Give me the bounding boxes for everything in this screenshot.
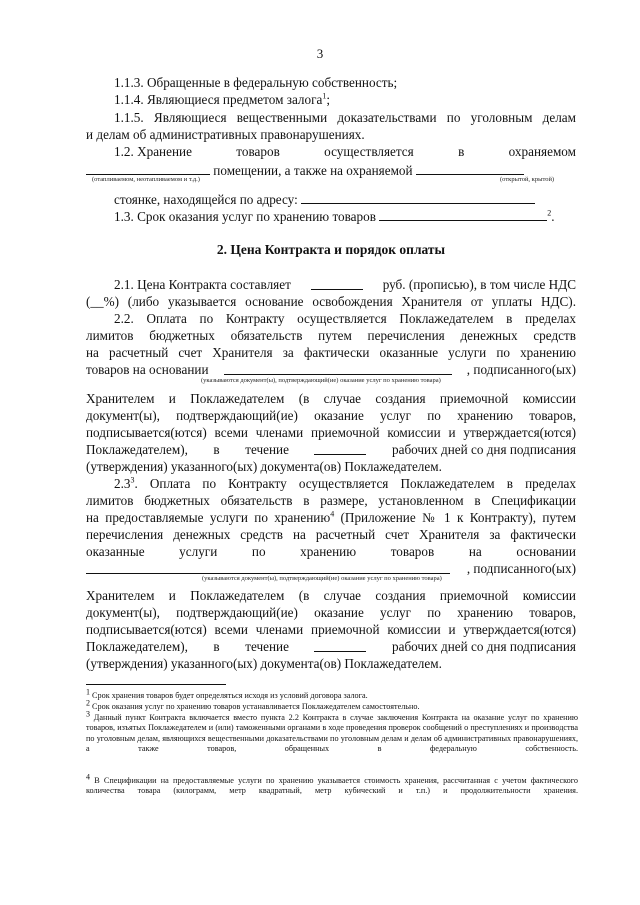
item-2-3-line8: документ(ы), подтверждающий(ие) оказание услуг по хранению товаров,	[86, 605, 576, 620]
footnote-3-text: Данный пункт Контракта включается вместо пункта 2.2 Контракта в случае заключения Контракта на оказание услуг по хранению товаров, изъятых Поклажедателем и (или) таможенными органами в ходе проведения проверок сообщений о преступлениях и производства по уголовным делам, являющихся вещественными доказательствами по уголовным делам и делам об административных правонарушениях, а также товаров, обращенных в федеральную собственность.	[86, 713, 578, 753]
footnote-3-mark: 3	[86, 709, 90, 719]
footnote-2-mark: 2	[86, 698, 90, 708]
item-2-3-word: на	[468, 544, 482, 559]
item-2-2-line4-text-a: товаров на основании	[86, 362, 209, 377]
item-2-3-line1-text: . Оплата по Контракту осуществляется Поклажедателем в пределах	[134, 476, 576, 491]
footnote-ref-1: 1	[322, 91, 327, 101]
item-2-2-line2: лимитов бюджетных обязательств путем перечисления денежных средств	[86, 328, 576, 343]
item-1-3	[114, 208, 576, 225]
footnote-ref-3: 3	[130, 475, 135, 485]
item-2-3-word: хранению	[300, 544, 357, 559]
item-2-1-text-a: 2.1. Цена Контракта составляет	[114, 277, 291, 292]
footnote-2	[86, 698, 578, 712]
blank-term[interactable]	[379, 208, 547, 221]
footnote-ref-4: 4	[330, 509, 335, 519]
item-2-3-word: оказанные	[86, 544, 145, 559]
caption-heated: (отапливаемом, неотапливаемом и т.д.)	[92, 176, 200, 183]
item-1-1-5-line2: и делам об административных правонарушениях.	[86, 127, 365, 142]
footnote-divider	[86, 684, 226, 685]
footnote-4-mark: 4	[86, 772, 90, 782]
blank-basis-doc-2-3[interactable]	[86, 561, 450, 574]
item-1-2-line3-text: стоянке, находящейся по адресу:	[114, 192, 298, 207]
item-2-3-line9: подписывается(ются) всеми членами приемочной комиссии и утверждается(ются)	[86, 622, 576, 637]
item-2-3-line5	[86, 544, 576, 560]
item-1-1-4-end: ;	[326, 92, 331, 107]
item-2-3-word: основании	[516, 544, 576, 559]
footnote-1-text: Срок хранения товаров будет определяться исходя из условий договора залога.	[90, 691, 368, 700]
item-2-2-line5: Хранителем и Поклажедателем (в случае создания приемочной комиссии	[86, 391, 576, 406]
blank-days-2-2[interactable]	[314, 442, 366, 455]
item-1-2-word: осуществляется	[324, 144, 414, 159]
footnote-3	[86, 709, 578, 754]
blank-room-type[interactable]	[86, 162, 210, 175]
item-2-3-line3-a: на предоставляемые услуги по хранению	[86, 510, 331, 525]
item-2-2-line8-a: Поклажедателем),	[86, 442, 188, 457]
item-2-1-line2: (__%) (либо указывается основание освобождения Хранителя от уплаты НДС).	[86, 294, 576, 309]
item-2-2-line8-c: течение	[245, 442, 289, 457]
item-1-1-5-line1: 1.1.5. Являющиеся вещественными доказательствами по уголовным делам	[114, 110, 576, 125]
item-2-3-line7: Хранителем и Поклажедателем (в случае создания приемочной комиссии	[86, 588, 576, 603]
item-1-2-line3	[114, 191, 576, 208]
item-2-3-line4: перечисления денежных средств на расчетный счет Хранителя за фактически	[86, 527, 576, 542]
item-2-2-line7: подписывается(ются) всеми членами приемочной комиссии и утверждается(ются)	[86, 425, 576, 440]
item-2-3-line10-d: рабочих дней со дня подписания	[392, 639, 576, 654]
blank-days-2-3[interactable]	[314, 639, 366, 652]
item-1-2-word: охраняемом	[508, 144, 576, 159]
item-1-3-end: .	[551, 209, 555, 224]
item-1-1-4	[114, 92, 576, 108]
footnote-1-mark: 1	[86, 687, 90, 697]
item-2-2-line8	[86, 442, 576, 458]
item-2-3-line10-c: течение	[245, 639, 289, 654]
item-2-1-text-b: руб. (прописью), в том числе НДС	[382, 277, 576, 292]
footnote-4	[86, 772, 578, 797]
item-2-3-line10	[86, 639, 576, 655]
item-1-2-word: в	[458, 144, 465, 159]
item-2-1-line1	[114, 277, 576, 293]
item-2-3-word: услуги	[179, 544, 218, 559]
blank-parking-type[interactable]	[416, 162, 524, 175]
item-1-2-word: 1.2. Хранение	[114, 144, 192, 159]
item-2-3-line10-b: в	[213, 639, 220, 654]
footnote-2-text: Срок оказания услуг по хранению товаров устанавливается Поклажедателем самостоятельно.	[90, 702, 420, 711]
item-2-3-line10-a: Поклажедателем),	[86, 639, 188, 654]
item-2-3-line3	[86, 510, 576, 526]
item-2-3-line1	[114, 476, 576, 492]
item-1-2-word: товаров	[236, 144, 280, 159]
caption-open: (открытой, крытой)	[500, 176, 555, 183]
item-2-3-word: по	[251, 544, 266, 559]
page-number: 3	[316, 46, 324, 61]
item-2-3-word: товаров	[390, 544, 435, 559]
section-2-heading: 2. Цена Контракта и порядок оплаты	[216, 242, 446, 257]
item-2-3-line6-text: , подписанного(ых)	[466, 561, 576, 576]
footnote-4-text: В Спецификации на предоставляемые услуги по хранению указывается стоимость хранения, рассчитанная с учетом фактического количества товара (килограмм, метр квадратный, метр кубический и т.п.) и продолжительности хранения.	[86, 776, 578, 796]
item-2-3-line2: лимитов бюджетных обязательств в размере, установленном в Спецификации	[86, 493, 576, 508]
item-1-3-text: 1.3. Срок оказания услуг по хранению товаров	[114, 209, 376, 224]
item-1-2-line2-text: помещении, а также на охраняемой	[213, 163, 413, 178]
blank-price[interactable]	[311, 277, 363, 290]
item-2-3-line3-b: (Приложение № 1 к Контракту), путем	[334, 510, 576, 525]
item-1-2-line1	[114, 144, 576, 160]
item-1-1-4-text: 1.1.4. Являющиеся предметом залога	[114, 92, 323, 107]
blank-address[interactable]	[301, 191, 535, 204]
footnote-ref-2: 2	[547, 208, 552, 218]
item-2-2-line6: документ(ы), подтверждающий(ие) оказание услуг по хранению товаров,	[86, 408, 576, 423]
item-2-2-line9: (утверждения) указанного(ых) документа(ов) Поклажедателем.	[86, 459, 442, 474]
item-2-3-num: 2.3	[114, 476, 131, 491]
footnote-1	[86, 687, 578, 701]
blank-basis-doc[interactable]	[224, 362, 452, 375]
item-2-2-line4	[86, 362, 576, 378]
caption-basis-doc-2-3: (указываются документ(ы), подтверждающий(ие) оказание услуг по хранению товара)	[202, 575, 442, 582]
item-2-2-line8-b: в	[213, 442, 220, 457]
item-2-3-line11: (утверждения) указанного(ых) документа(ов) Поклажедателем.	[86, 656, 442, 671]
item-2-2-line3: на расчетный счет Хранителя за фактически оказанные услуги по хранению	[86, 345, 576, 360]
caption-basis-doc: (указываются документ(ы), подтверждающий(ие) оказание услуг по хранению товара)	[201, 377, 441, 384]
item-1-1-3: 1.1.3. Обращенные в федеральную собственность;	[114, 75, 398, 90]
item-2-2-line8-d: рабочих дней со дня подписания	[392, 442, 576, 457]
item-2-2-line4-text-b: , подписанного(ых)	[466, 362, 576, 377]
item-2-2-line1: 2.2. Оплата по Контракту осуществляется Поклажедателем в пределах	[114, 311, 576, 326]
